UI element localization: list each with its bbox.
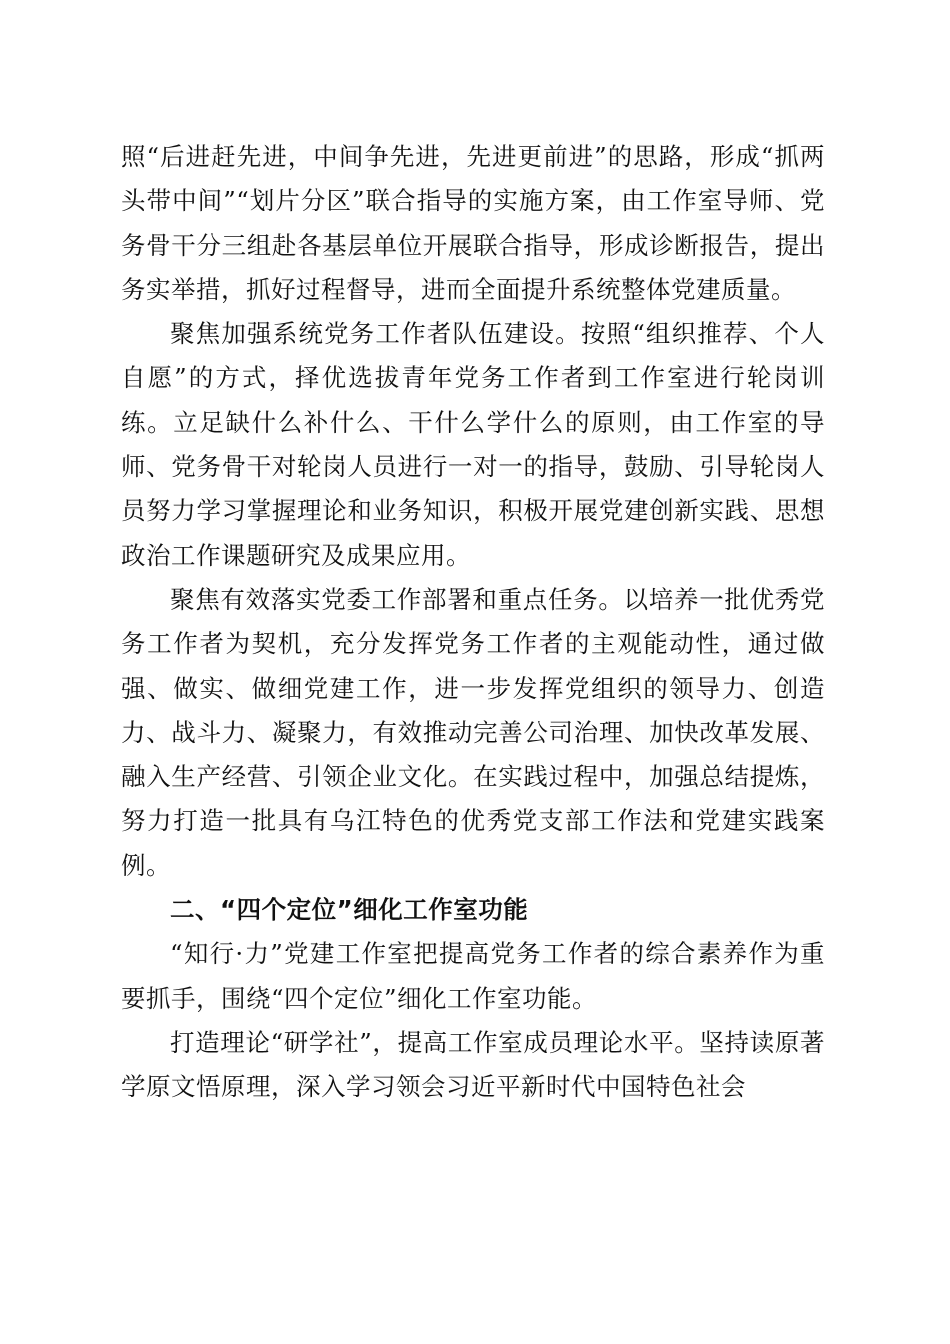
document-body — [121, 135, 825, 1110]
section-heading: 二、“四个定位”细化工作室功能 — [170, 895, 529, 925]
paragraph-task-implementation: 聚焦有效落实党委工作部署和重点任务。以培养一批优秀党务工作者为契机，充分发挥党务工作者的主观能动性，通过做强、做实、做细党建工作，进一步发挥党组织的领导力、创造力、战斗力、凝聚力，有效推动完善公司治理、加快改革发展、融入生产经营、引领企业文化。在实践过程中，加强总结提炼，努力打造一批具有乌江特色的优秀党支部工作法和党建实践案例。 — [121, 584, 825, 880]
paragraph-intro: “知行·力”党建工作室把提高党务工作者的综合素养作为重要抓手，围绕“四个定位”细化工作室功能。 — [121, 939, 825, 1013]
paragraph-continuation: 照“后进赶先进，中间争先进，先进更前进”的思路，形成“抓两头带中间”“划片分区”联合指导的实施方案，由工作室导师、党务骨干分三组赴各基层单位开展联合指导，形成诊断报告，提出务实举措，抓好过程督导，进而全面提升系统整体党建质量。 — [121, 142, 825, 304]
paragraph-team-building: 聚焦加强系统党务工作者队伍建设。按照“组织推荐、个人自愿”的方式，择优选拔青年党务工作者到工作室进行轮岗训练。立足缺什么补什么、干什么学什么的原则，由工作室的导师、党务骨干对轮岗人员进行一对一的指导，鼓励、引导轮岗人员努力学习掌握理论和业务知识，积极开展党建创新实践、思想政治工作课题研究及成果应用。 — [121, 319, 825, 570]
paragraph-study-society: 打造理论“研学社”，提高工作室成员理论水平。坚持读原著学原文悟原理，深入学习领会习近平新时代中国特色社会 — [121, 1027, 825, 1102]
